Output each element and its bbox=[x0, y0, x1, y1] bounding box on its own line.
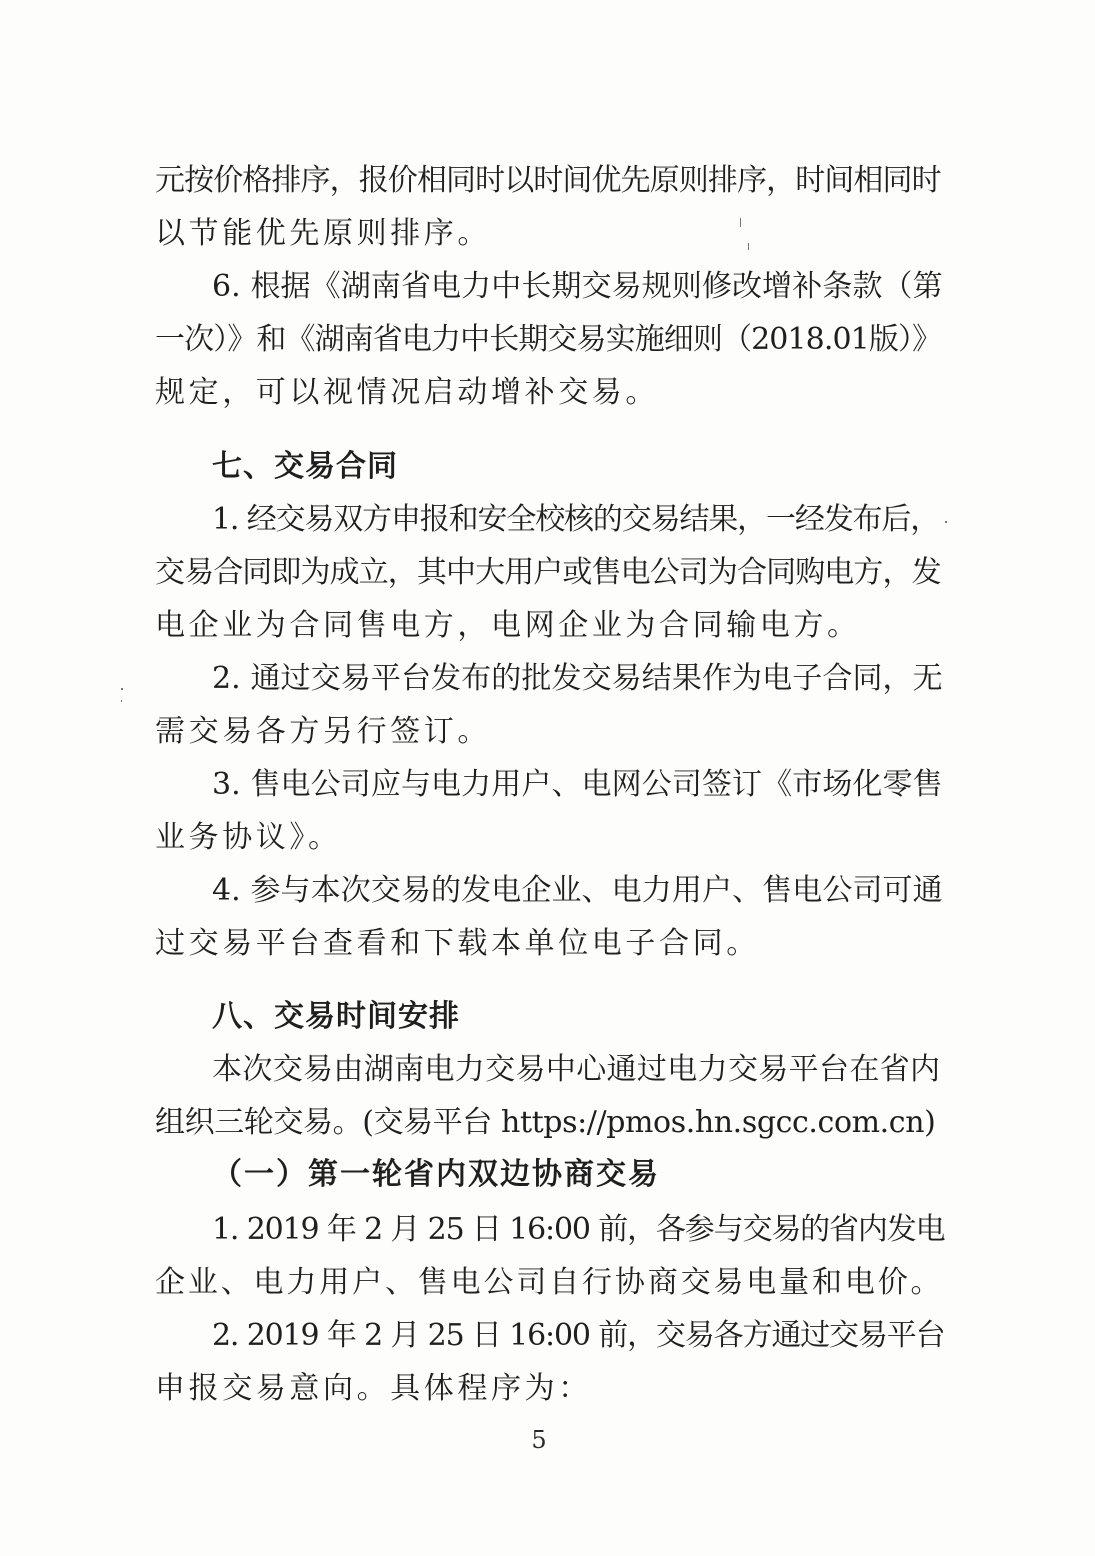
scan-speck bbox=[945, 521, 947, 523]
paragraph-line: 1. 2019 年 2 月 25 日 16:00 前，各参与交易的省内发电 bbox=[212, 1212, 945, 1247]
scan-speck bbox=[121, 688, 123, 690]
paragraph-line: 4. 参与本次交易的发电企业、电力用户、售电公司可通 bbox=[212, 873, 943, 908]
paragraph-line: 过交易平台查看和下载本单位电子合同。 bbox=[155, 926, 760, 961]
paragraph-line: 组织三轮交易。(交易平台 https://pmos.hn.sgcc.com.cn) bbox=[155, 1105, 936, 1140]
paragraph-line: 2. 2019 年 2 月 25 日 16:00 前，交易各方通过交易平台 bbox=[212, 1318, 945, 1353]
subsection-heading: （一）第一轮省内双边协商交易 bbox=[212, 1157, 660, 1192]
section-heading: 八、交易时间安排 bbox=[212, 999, 460, 1034]
paragraph-line: 需交易各方另行签订。 bbox=[155, 714, 491, 749]
page-number: 5 bbox=[531, 1426, 547, 1454]
paragraph-line: 业务协议》。 bbox=[155, 820, 342, 855]
paragraph-line: 企业、电力用户、售电公司自行协商交易电量和电价。 bbox=[155, 1265, 944, 1300]
paragraph-line: 一次）》和《湖南省电力中长期交易实施细则（2018.01版）》 bbox=[155, 322, 942, 357]
paragraph-line: 1. 经交易双方申报和安全校核的交易结果，一经发布后， bbox=[212, 502, 940, 537]
section-heading: 七、交易合同 bbox=[212, 449, 398, 484]
paragraph-line: 申报交易意向。具体程序为： bbox=[155, 1371, 592, 1406]
paragraph-line: 3. 售电公司应与电力用户、电网公司签订《市场化零售 bbox=[212, 767, 943, 802]
scan-speck bbox=[748, 243, 749, 250]
paragraph-line: 电企业为合同售电方，电网企业为合同输电方。 bbox=[155, 608, 861, 643]
scan-speck bbox=[121, 700, 122, 702]
scan-speck bbox=[740, 218, 741, 227]
paragraph-line: 本次交易由湖南电力交易中心通过电力交易平台在省内 bbox=[212, 1052, 941, 1087]
paragraph-line: 规定，可以视情况启动增补交易。 bbox=[155, 375, 659, 410]
paragraph-line: 交易合同即为成立，其中大用户或售电公司为合同购电方，发 bbox=[155, 555, 941, 590]
paragraph-line: 6. 根据《湖南省电力中长期交易规则修改增补条款（第 bbox=[212, 269, 943, 304]
paragraph-line: 2. 通过交易平台发布的批发交易结果作为电子合同，无 bbox=[212, 661, 943, 696]
paragraph-line: 以节能优先原则排序。 bbox=[155, 216, 491, 251]
paragraph-line: 元按价格排序，报价相同时以时间优先原则排序，时间相同时 bbox=[155, 163, 941, 198]
